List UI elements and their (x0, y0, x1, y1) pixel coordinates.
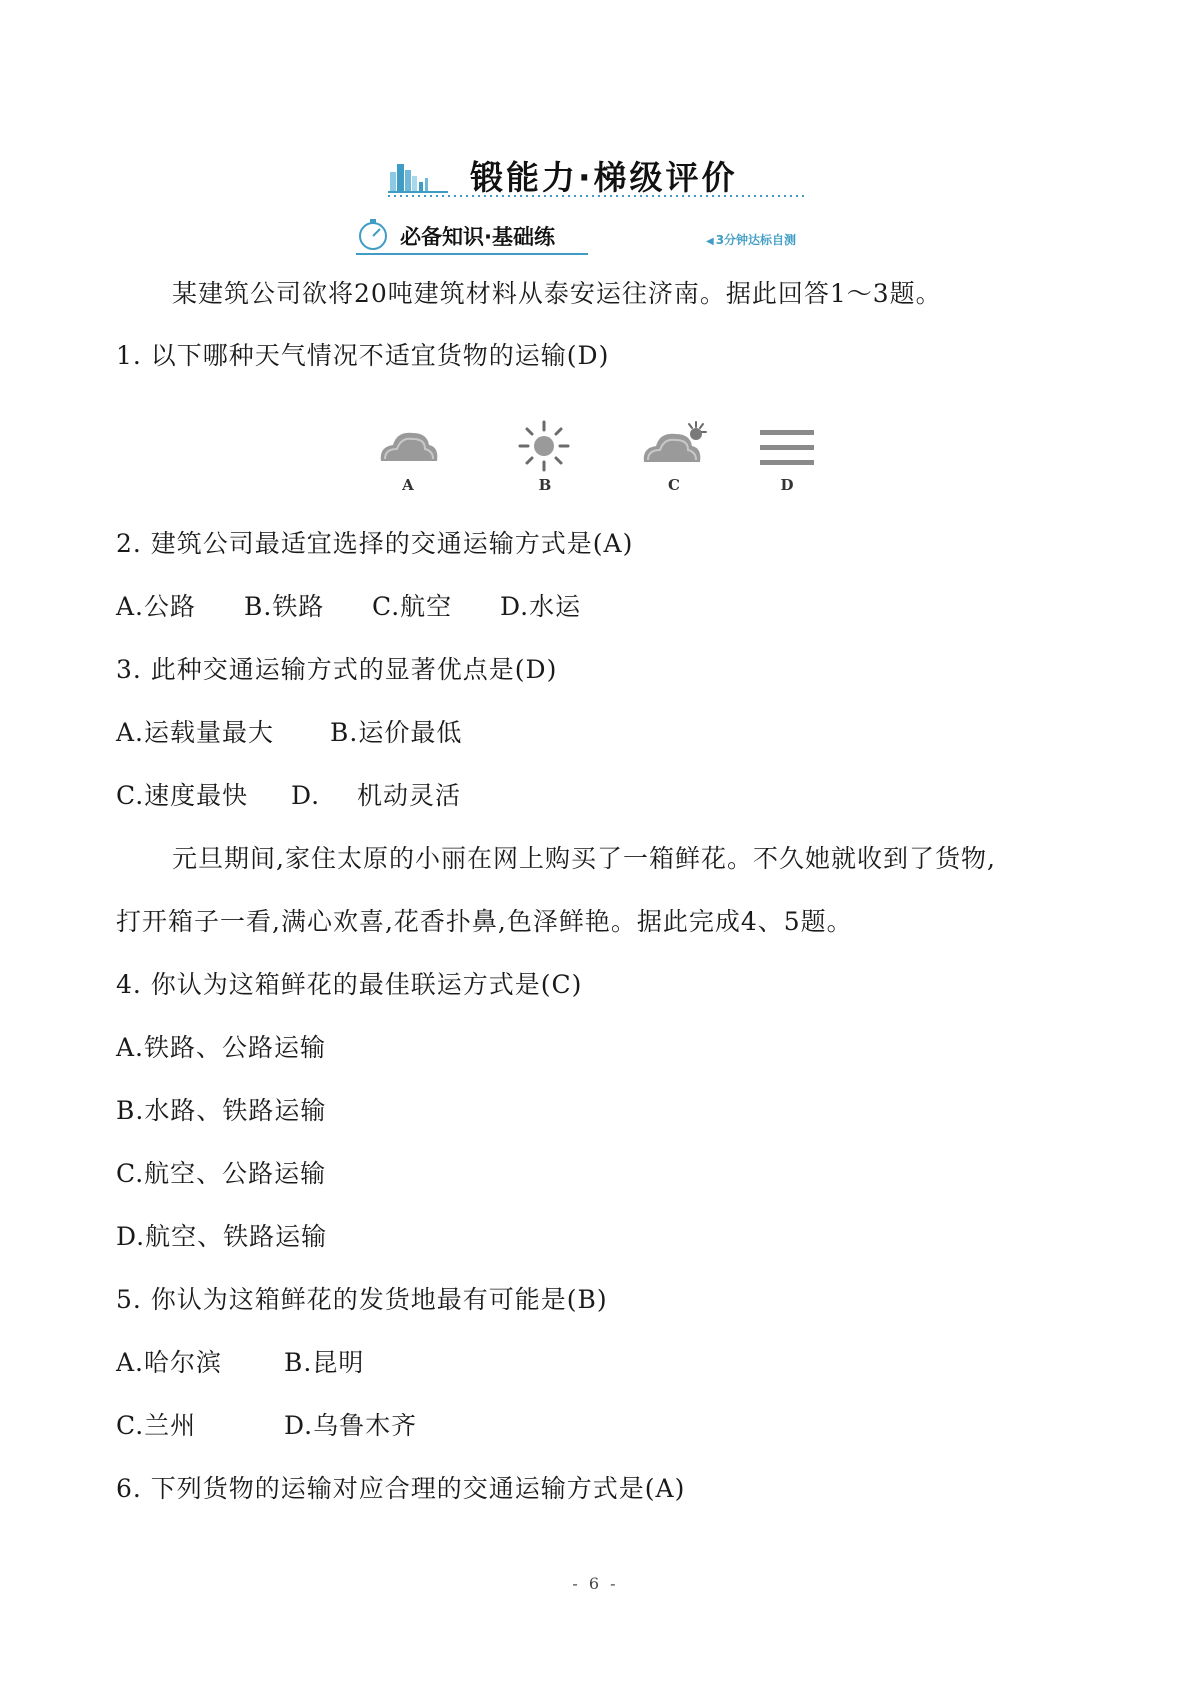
figure-label-c: C (668, 476, 680, 494)
self-test-note (706, 231, 796, 248)
option-d-text: 机动灵活 (357, 781, 462, 810)
question-4-stem: 4. 你认为这箱鲜花的最佳联运方式是(C) (116, 970, 583, 999)
figure-label-a: A (402, 476, 414, 494)
triangle-left-icon: ◀ (706, 236, 714, 247)
self-test-note-text: 3分钟达标自测 (715, 233, 797, 247)
option-d: D.水运 (500, 592, 582, 621)
question-4-option-c: C.航空、公路运输 (116, 1159, 327, 1188)
question-2-stem: 2. 建筑公司最适宜选择的交通运输方式是(A) (116, 529, 634, 558)
page-number: - 6 - (572, 1574, 619, 1593)
intro-paragraph-2-line-2: 打开箱子一看,满心欢喜,花香扑鼻,色泽鲜艳。据此完成4、5题。 (116, 907, 853, 936)
subtitle-underline (356, 252, 588, 256)
option-b: B.昆明 (284, 1348, 365, 1377)
option-d-letter: D. (291, 781, 321, 810)
option-d: D.乌鲁木齐 (284, 1411, 418, 1440)
option-b: B.铁路 (244, 592, 325, 621)
figure-label-d: D (780, 476, 794, 494)
question-3-options-row-1 (116, 718, 462, 748)
fog-icon (760, 428, 814, 468)
question-5-stem: 5. 你认为这箱鲜花的发货地最有可能是(B) (116, 1285, 608, 1314)
question-3-options-row-2 (116, 781, 461, 811)
option-c: C.速度最快 (116, 781, 249, 810)
option-c: C.兰州 (116, 1411, 197, 1440)
section-title: 锻能力·梯级评价 (470, 158, 738, 197)
city-skyline-icon (388, 158, 448, 194)
question-6-stem: 6. 下列货物的运输对应合理的交通运输方式是(A) (116, 1474, 686, 1503)
question-4-option-d: D.航空、铁路运输 (116, 1222, 328, 1251)
partly-cloudy-icon (640, 420, 710, 466)
question-4-option-a: A.铁路、公路运输 (116, 1033, 327, 1062)
question-5-options-row-2 (116, 1411, 417, 1441)
intro-paragraph-1: 某建筑公司欲将20吨建筑材料从泰安运往济南。据此回答1～3题。 (172, 279, 942, 308)
question-5-options-row-1 (116, 1348, 364, 1378)
option-b: B.运价最低 (330, 718, 463, 747)
option-a: A.哈尔滨 (116, 1348, 223, 1377)
intro-paragraph-2-line-1: 元旦期间,家住太原的小丽在网上购买了一箱鲜花。不久她就收到了货物, (172, 844, 996, 873)
question-4-option-b: B.水路、铁路运输 (116, 1096, 327, 1125)
option-c: C.航空 (372, 592, 453, 621)
question-1-stem: 1. 以下哪种天气情况不适宜货物的运输(D) (116, 341, 610, 370)
figure-label-b: B (538, 476, 552, 494)
option-a: A.公路 (116, 592, 197, 621)
question-3-stem: 3. 此种交通运输方式的显著优点是(D) (116, 655, 558, 684)
question-2-options (116, 592, 581, 622)
stopwatch-icon (356, 218, 390, 252)
subsection-title: 必备知识·基础练 (400, 225, 555, 249)
sunny-icon (516, 418, 572, 474)
overcast-cloud-icon (377, 425, 441, 465)
title-underline (388, 193, 808, 199)
option-a: A.运载量最大 (116, 718, 275, 747)
